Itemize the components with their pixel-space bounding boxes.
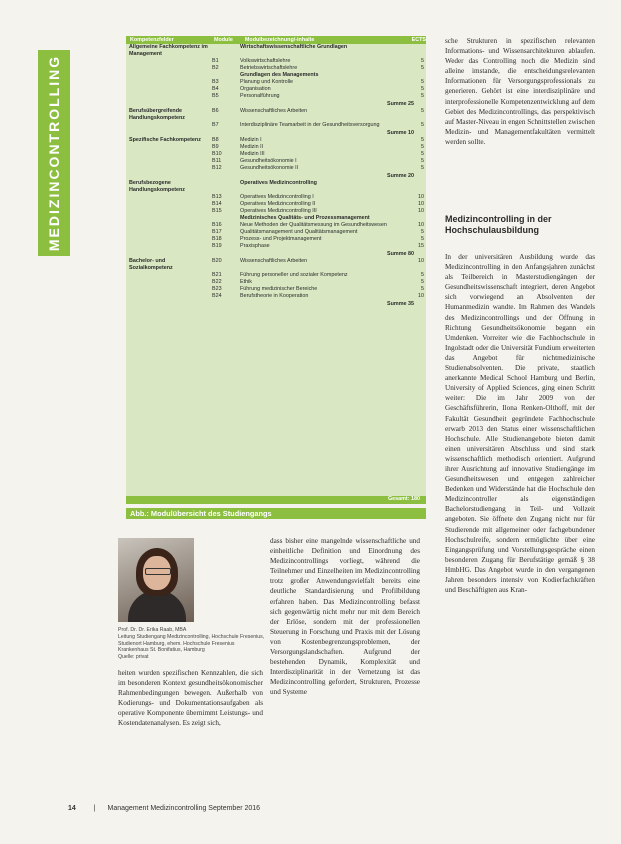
module-code: B13 (212, 194, 222, 200)
module-code: B18 (212, 236, 222, 242)
module-code: B4 (212, 86, 219, 92)
ects-value: 5 (421, 165, 424, 171)
ects-value: 10 (418, 222, 424, 228)
ects-value: 5 (421, 144, 424, 150)
figure-caption: Abb.: Modulübersicht des Studiengangs (126, 508, 426, 519)
table-row (126, 108, 426, 122)
table-row (126, 293, 426, 300)
header-ects: ECTS (411, 36, 426, 43)
module-name: Ethik (240, 279, 252, 285)
ects-value: 5 (421, 158, 424, 164)
module-code: B16 (212, 222, 222, 228)
table-row (126, 158, 426, 165)
module-code: B2 (212, 65, 219, 71)
table-subhead-row (126, 215, 426, 222)
table-row (126, 86, 426, 93)
table-row (126, 279, 426, 286)
table-row (126, 58, 426, 65)
ects-value: 5 (421, 108, 424, 114)
ects-value: 5 (421, 58, 424, 64)
table-row (126, 208, 426, 215)
footer-separator: | (93, 805, 96, 812)
body-text-right-2: In der universitären Ausbildung wurde das Medizincontrolling in den Anfangsjahren zunächst als Teilbereich in Masterstudiengängen der Gesundheitswissenschaft integriert, deren Angebot sich vorwiegend an Absolventen der Humanmedizin wandte. Im Rahmen des Wandels des Medizincontrollings und der Öffnung in Richtung Gesundheitsökonomie begann ein Umdenken. Vorreiter wie die Fachhochschule in Ingolstadt oder die Universität Fundium erweiterten das Angebot für nichtmedizinische Studienabsolventen. Die private, staatlich anerkannte Medical School Hamburg und Berlin, University of Applied Sciences, ging einen Schritt weiter: Die im Jahr 2009 von der Geschäftsführerin, Ilona Renken-Olthoff, mit der Fakultät Gesundheit gegründete Fachhochschule erwarb 2013 den Status einer wissenschaftlichen Hochschule. Alle Studienangebote bieten damit einen universitären Abschluss und sind stark wissenschaftlich methodisch orientiert. Aufgrund ihrer Ausrichtung auf innovative Studiengänge im Gesundheitswesen und entgegen zahlreicher Bedenken und Widerstände hat die Hochschule den Medizincontroller als eigenständigen Bachelorstudiengang in Teil- und Vollzeit angeboten. Sie öffnete den Zugang nicht nur für Studierende mit allgemeiner oder fachgebundener Hochschulreife, sondern ermöglichte über eine Eingangsprüfung und Vorstellungsgespräche einen besonderen Zugang für Berufstätige gemäß § 38 HmbHG. Das Angebot wurde in den vergangenen Jahren besonders intensiv von Kodierfachkräften und Beschäftigten aus Kran- (445, 253, 595, 595)
table-subhead-row (126, 72, 426, 79)
sidebar (0, 0, 88, 844)
journal-name: Management Medizincontrolling September 2016 (107, 805, 261, 812)
module-code: B23 (212, 286, 222, 292)
body-text-left: heiten wurden spezifischen Kennzahlen, die sich im besonderen Kontext gesundheitsökonomischer Rahmenbedingungen bewegen. Außerhalb von Kodierungs- und Dokumentationsaufgaben als operative Komponente übernimmt Leistungs- und Kostendatenanalysen. Es zeigt sich, (118, 669, 263, 728)
ects-value: 10 (418, 258, 424, 264)
module-code: B19 (212, 243, 222, 249)
table-row (126, 122, 426, 129)
ects-value: 5 (421, 122, 424, 128)
ects-value: 5 (421, 93, 424, 99)
competence-field: Berufsübergreifende Handlungskompetenz (129, 108, 186, 121)
author-photo (118, 538, 194, 622)
module-table (126, 36, 426, 504)
module-code: B20 (212, 258, 222, 264)
module-name: Gesundheitsökonomie II (240, 165, 299, 171)
module-name: Medizin I (240, 137, 262, 143)
table-row (126, 79, 426, 86)
module-name: Operatives Medizincontrolling I (240, 194, 314, 200)
module-code: B22 (212, 279, 222, 285)
table-row (126, 236, 426, 243)
ects-value: 5 (421, 79, 424, 85)
table-row (126, 144, 426, 151)
module-name: Wissenschaftliches Arbeiten (240, 258, 308, 264)
photo-caption (118, 627, 278, 661)
author-affiliation-2: Krankenhaus St. Bonifatius, Hamburg (118, 647, 205, 654)
competence-field: Berufsbezogene Handlungskompetenz (129, 180, 186, 193)
competence-field: Allgemeine Fachkompetenz im Management (129, 44, 208, 57)
module-name: Prozess- und Projektmanagement (240, 236, 322, 242)
module-code: B12 (212, 165, 222, 171)
module-code: B3 (212, 79, 219, 85)
author-name: Prof. Dr. Dr. Erika Raab, MBA (118, 627, 187, 633)
module-name: Wissenschaftliches Arbeiten (240, 108, 308, 114)
ects-value: 10 (418, 194, 424, 200)
table-total: Gesamt: 180 (126, 496, 426, 504)
module-code: B24 (212, 293, 222, 299)
table-row (126, 222, 426, 229)
table-row (126, 258, 426, 272)
block-subhead: Wirtschaftswissenschaftliche Grundlagen (240, 44, 348, 50)
ects-value: 5 (421, 279, 424, 285)
module-code: B11 (212, 158, 222, 164)
module-code: B6 (212, 108, 219, 114)
table-row (126, 286, 426, 293)
table-subhead-row (126, 180, 426, 194)
ects-value: 5 (421, 86, 424, 92)
ects-value: 5 (421, 236, 424, 242)
ects-value: 10 (418, 293, 424, 299)
module-code: B21 (212, 272, 222, 278)
module-code: B14 (212, 201, 222, 207)
ects-value: 5 (421, 286, 424, 292)
author-role: Leitung Studiengang Medizincontrolling, Hochschule Fresenius, (118, 633, 265, 640)
photo-credit: Quelle: privat (118, 654, 149, 661)
table-row (126, 93, 426, 100)
module-name: Führung medizinischer Bereiche (240, 286, 318, 292)
section-label: MEDIZINCONTROLLING (46, 54, 62, 252)
module-name: Medizin II (240, 144, 264, 150)
competence-field: Spezifische Fachkompetenz (129, 137, 201, 143)
table-row (126, 194, 426, 201)
module-name: Gesundheitsökonomie I (240, 158, 297, 164)
module-name: Führung personeller und sozialer Kompetenz (240, 272, 348, 278)
module-code: B17 (212, 229, 222, 235)
table-subhead-row (126, 44, 426, 58)
module-name: Operatives Medizincontrolling III (240, 208, 317, 214)
page-footer (68, 805, 260, 812)
sum-row: Summe 20 (387, 173, 414, 179)
module-name: Neue Methoden der Qualitätsmessung im Gesundheitswesen (240, 222, 387, 228)
module-code: B1 (212, 58, 219, 64)
table-row (126, 65, 426, 72)
module-name: Planung und Kontrolle (240, 79, 294, 85)
table-row (126, 137, 426, 144)
header-field: Kompetenzfelder (130, 36, 174, 43)
header-module: Module (213, 36, 233, 43)
module-name: Qualitätsmanagement und Qualitätsmanagement (240, 229, 358, 235)
ects-value: 15 (418, 243, 424, 249)
module-code: B10 (212, 151, 222, 157)
table-header (126, 36, 426, 44)
table-row (126, 165, 426, 172)
competence-field: Bachelor- und Sozialkompetenz (129, 258, 173, 271)
sum-row: Summe 80 (387, 251, 414, 257)
ects-value: 5 (421, 151, 424, 157)
module-name: Volkswirtschaftslehre (240, 58, 291, 64)
ects-value: 10 (418, 201, 424, 207)
module-name: Operatives Medizincontrolling II (240, 201, 316, 207)
module-code: B15 (212, 208, 222, 214)
module-name: Interdisziplinäre Teamarbeit in der Gesundheitsversorgung (240, 122, 380, 128)
page-number: 14 (68, 805, 76, 812)
sum-row: Summe 25 (387, 101, 414, 107)
ects-value: 5 (421, 65, 424, 71)
table-row (126, 151, 426, 158)
module-name: Personalführung (240, 93, 280, 99)
module-code: B5 (212, 93, 219, 99)
ects-value: 5 (421, 229, 424, 235)
table-row (126, 229, 426, 236)
table-row (126, 201, 426, 208)
module-code: B9 (212, 144, 219, 150)
block-subhead: Medizinisches Qualitäts- und Prozessmanagement (240, 215, 370, 221)
ects-value: 5 (421, 272, 424, 278)
table-row (126, 243, 426, 250)
body-text-middle: dass bisher eine mangelnde wissenschaftliche und einheitliche Definition und Einordnung des Medizincontrollings vorliegt, während die Teilnehmer und Einzelheiten im Medizincontrolling trotz großer Anwendungsvielfalt bereits eine deutliche Standardisierung und Profilbildung erfahren haben. Das Medizincontrolling befasst sich gegenwärtig nicht mehr nur mit dem Bereich der Erlöse, sondern mit der professionellen Steuerung in Forschung und Praxis mit der Lösung von Kostenbegrenzungsproblemen, der Versorgungslandschaften. Aufgrund der bestehenden Dynamik, Komplexität und Interdisziplinarität in der Vernetzung ist das Medizincontrolling gefordert, Strukturen, Prozesse und Systeme (270, 537, 420, 697)
module-code: B8 (212, 137, 219, 143)
header-name: Modulbezeichnung/-inhalte (244, 36, 315, 43)
ects-value: 10 (418, 208, 424, 214)
sum-row: Summe 35 (387, 301, 414, 307)
sum-row: Summe 10 (387, 130, 414, 136)
module-code: B7 (212, 122, 219, 128)
section-heading: Medizincontrolling in der Hochschulausbildung (445, 214, 552, 235)
module-name: Praxisphase (240, 243, 270, 249)
module-name: Organisation (240, 86, 271, 92)
table-row (126, 272, 426, 279)
ects-value: 5 (421, 137, 424, 143)
block-subhead: Operatives Medizincontrolling (240, 180, 317, 186)
table-body (126, 44, 426, 308)
module-name: Medizin III (240, 151, 265, 157)
author-affiliation: Studienort Hamburg, ehem. Hochschule Fresenius (118, 640, 235, 647)
block-subhead: Grundlagen des Managements (240, 72, 319, 78)
body-text-right: sche Strukturen in spezifischen relevanten Informations- und Wissensarchitekturen ablaufen. Weder das Controlling noch die Medizin sind alleine imstande, die entscheidungsrelevanten Informationen für Versorgungsprofessionals zu generieren. Gehört ist eine interdisziplinäre und interprofessionelle Kompetenzentwicklung auf dem Gebiet des Medizincontrollings, das perspektivisch auf Master-Niveau in engen Schnittstellen zwischen Medizin- und Managementfakultäten vermittelt werden sollte. (445, 37, 595, 146)
module-name: Berufstheorie in Kooperation (240, 293, 309, 299)
module-name: Betriebswirtschaftslehre (240, 65, 298, 71)
